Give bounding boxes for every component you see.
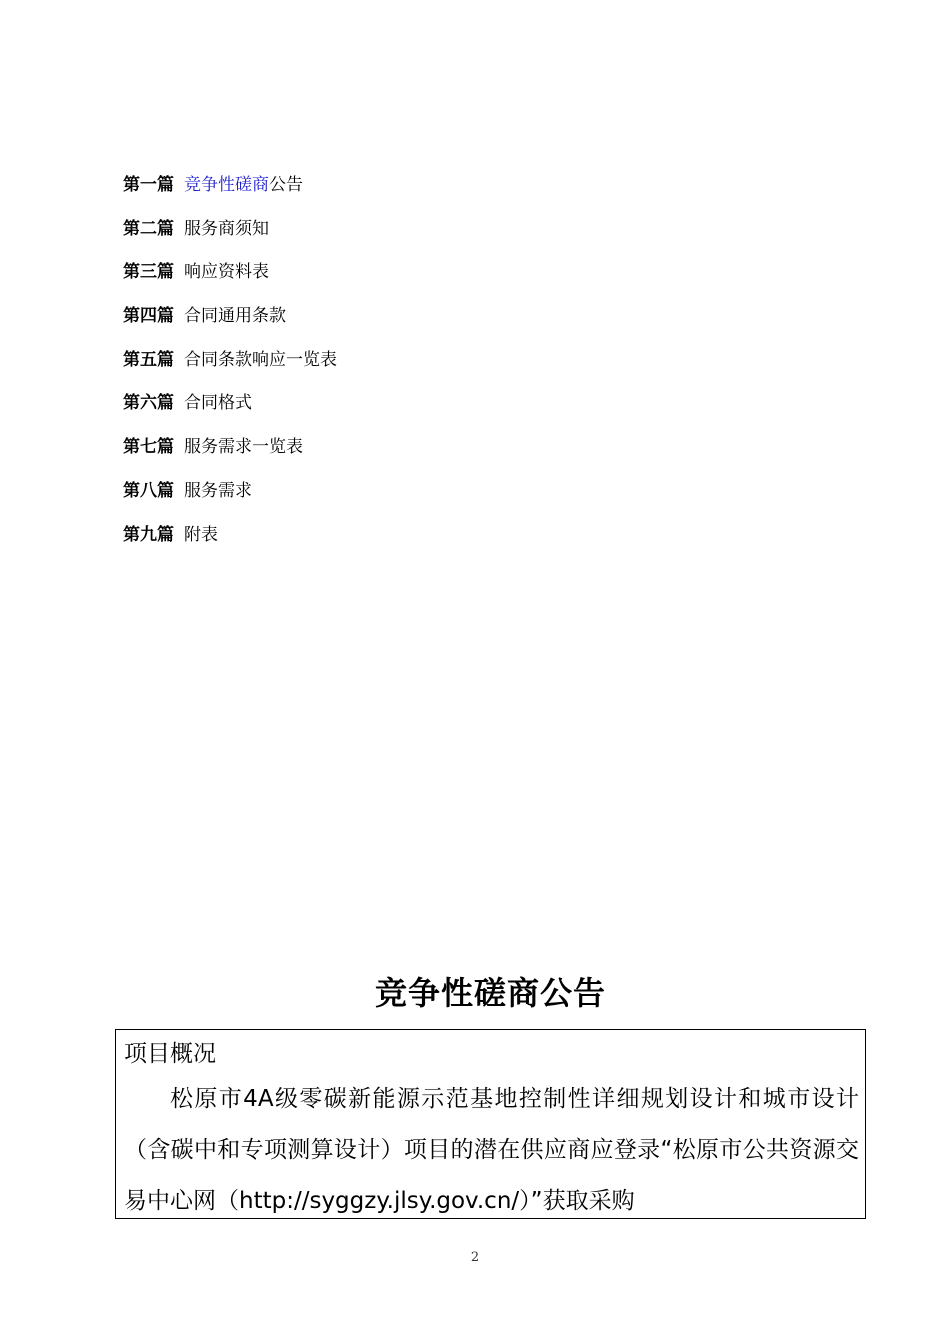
toc-item-title: 服务商须知 (184, 218, 269, 239)
toc-item-number: 第四篇 (123, 306, 174, 327)
toc-item-number: 第七篇 (123, 437, 174, 458)
toc-item-title: 合同通用条款 (184, 306, 286, 327)
toc-item-number: 第二篇 (123, 218, 174, 239)
toc-item-title: 响应资料表 (184, 262, 269, 283)
toc-item-5 (123, 345, 623, 389)
toc-item-title: 服务需求一览表 (184, 437, 303, 458)
toc-item-9 (123, 520, 623, 564)
overview-text: 松原市4A级零碳新能源示范基地控制性详细规划设计和城市设计（含碳中和专项测算设计）项目的潜在供应商应登录“松原市公共资源交易中心网（http://syggzy.jlsy.gov.cn/）”获取采购 (124, 1086, 859, 1214)
page-number: 2 (470, 1250, 480, 1265)
toc-item-title: 合同格式 (184, 393, 252, 414)
toc-item-4 (123, 301, 623, 345)
toc-item-1 (123, 170, 623, 214)
toc-item-number: 第三篇 (123, 262, 174, 283)
toc-item-7 (123, 432, 623, 476)
toc-item-highlight: 竞争性磋商 (184, 175, 269, 195)
toc-item-number: 第六篇 (123, 393, 174, 414)
toc-item-8 (123, 476, 623, 520)
toc-item-number: 第一篇 (123, 175, 174, 195)
table-of-contents (123, 170, 623, 563)
toc-item-number: 第八篇 (123, 480, 174, 501)
toc-item-6 (123, 388, 623, 432)
toc-item-3 (123, 257, 623, 301)
section-title: 竞争性磋商公告 (374, 974, 606, 1012)
toc-item-title: 附表 (184, 524, 218, 545)
toc-item-number: 第五篇 (123, 349, 174, 370)
toc-item-title: 服务需求 (184, 480, 252, 501)
toc-item-title: 合同条款响应一览表 (184, 349, 337, 370)
project-overview-box (115, 1029, 866, 1219)
toc-item-2 (123, 214, 623, 258)
toc-item-number: 第九篇 (123, 524, 174, 545)
toc-item-title: 公告 (269, 175, 303, 195)
overview-heading: 项目概况 (124, 1041, 216, 1067)
